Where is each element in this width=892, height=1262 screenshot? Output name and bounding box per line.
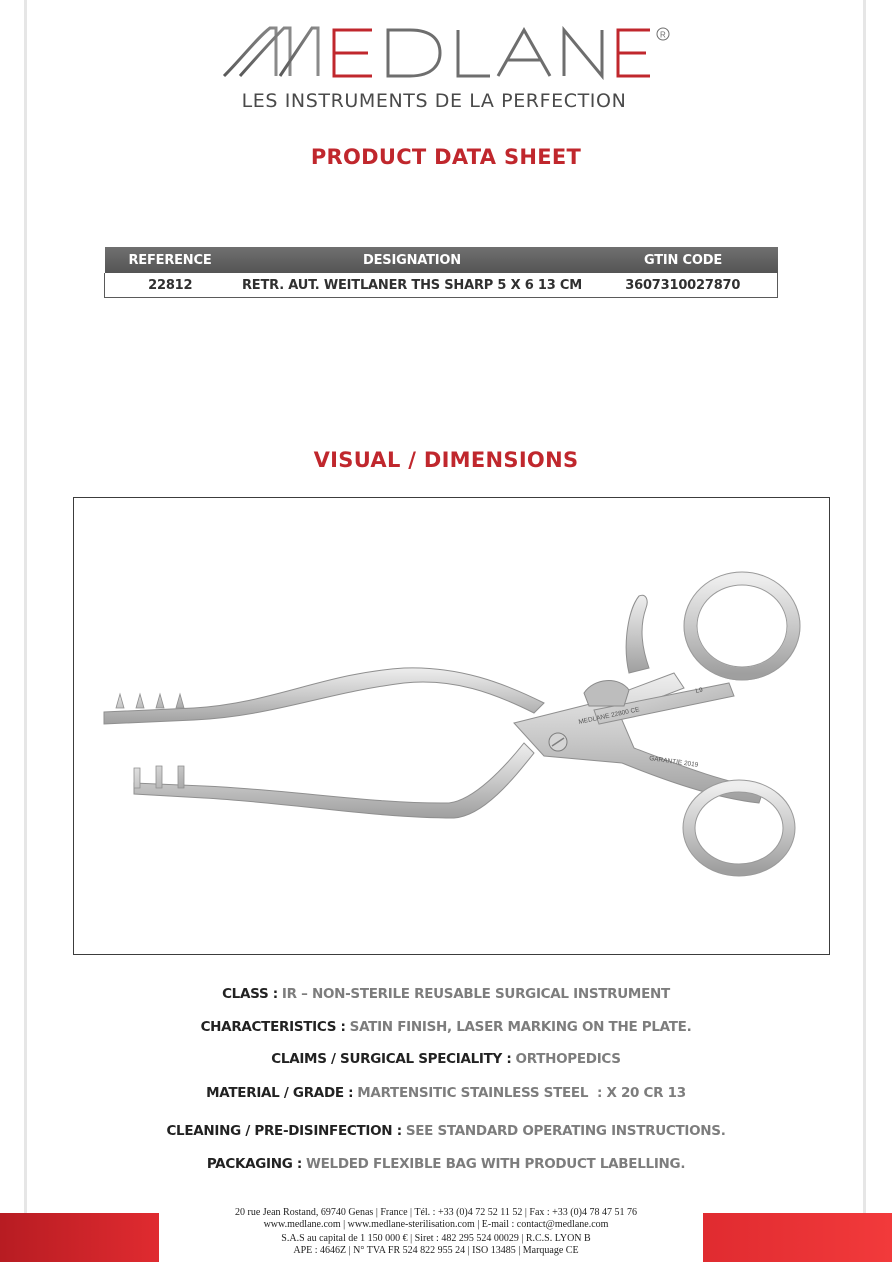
visual-dimensions-title: VISUAL / DIMENSIONS bbox=[313, 448, 579, 472]
footer-legal: APE : 4646Z | N° TVA FR 524 822 955 24 | ISO 13485 | Marquage CE bbox=[293, 1245, 579, 1256]
spec-claims bbox=[0, 1051, 892, 1067]
header-designation: DESIGNATION bbox=[236, 247, 589, 273]
product-image-frame bbox=[73, 497, 830, 955]
spec-label: CLAIMS / SURGICAL SPECIALITY : bbox=[271, 1051, 512, 1067]
product-sheet-title: PRODUCT DATA SHEET bbox=[310, 145, 582, 169]
page-border-right bbox=[863, 0, 866, 1262]
cell-designation: RETR. AUT. WEITLANER THS SHARP 5 X 6 13 CM bbox=[236, 273, 589, 298]
engraving-mark: L9 bbox=[694, 686, 704, 695]
header-reference: REFERENCE bbox=[105, 247, 236, 273]
footer-company: S.A.S au capital de 1 150 000 € | Siret : 482 295 524 00029 | R.C.S. LYON B bbox=[281, 1233, 591, 1244]
spec-label: PACKAGING : bbox=[206, 1156, 303, 1172]
engraving-plate-text: GARANTIE 2019 bbox=[648, 755, 699, 769]
spec-cleaning bbox=[0, 1123, 892, 1139]
spec-characteristics bbox=[0, 1019, 892, 1035]
spec-value: ORTHOPEDICS bbox=[515, 1051, 621, 1067]
spec-value: WELDED FLEXIBLE BAG WITH PRODUCT LABELLING. bbox=[306, 1156, 686, 1172]
surgical-retractor-image bbox=[74, 498, 831, 956]
spec-label: MATERIAL / GRADE : bbox=[206, 1085, 354, 1101]
spec-label: CLEANING / PRE-DISINFECTION : bbox=[166, 1123, 402, 1139]
spec-value: MARTENSITIC STAINLESS STEEL : X 20 CR 13 bbox=[357, 1085, 686, 1101]
reference-table bbox=[104, 247, 778, 298]
registered-mark: R bbox=[660, 30, 666, 40]
header-gtin-code: GTIN CODE bbox=[589, 247, 778, 273]
spec-value: SATIN FINISH, LASER MARKING ON THE PLATE. bbox=[349, 1019, 692, 1035]
page-border-left bbox=[24, 0, 27, 1262]
table-header-row bbox=[105, 247, 778, 273]
spec-label: CLASS : bbox=[222, 986, 278, 1002]
medlane-logo-icon bbox=[222, 18, 682, 88]
footer-accent-left bbox=[0, 1213, 159, 1262]
spec-value: SEE STANDARD OPERATING INSTRUCTIONS. bbox=[405, 1123, 726, 1139]
cell-reference: 22812 bbox=[105, 273, 236, 298]
spec-value: IR – NON-STERILE REUSABLE SURGICAL INSTRUMENT bbox=[281, 986, 670, 1002]
tagline-text: LES INSTRUMENTS DE LA PERFECTION bbox=[241, 90, 627, 112]
cell-gtin-code: 3607310027870 bbox=[589, 273, 778, 298]
spec-label: CHARACTERISTICS : bbox=[200, 1019, 346, 1035]
brand-tagline bbox=[0, 90, 892, 112]
spec-class bbox=[0, 986, 892, 1002]
footer-address: 20 rue Jean Rostand, 69740 Genas | France | Tél. : +33 (0)4 72 52 11 52 | Fax : +33 (0)4 78 47 51 76 bbox=[235, 1207, 637, 1218]
spec-packaging bbox=[0, 1156, 892, 1172]
footer-web: www.medlane.com | www.medlane-sterilisation.com | E-mail : contact@medlane.com bbox=[263, 1219, 609, 1230]
spec-material bbox=[0, 1085, 892, 1101]
table-row bbox=[105, 273, 778, 298]
footer-accent-right bbox=[703, 1213, 892, 1262]
engraving-brand-code: MEDLANE 22800 CE bbox=[577, 706, 641, 726]
